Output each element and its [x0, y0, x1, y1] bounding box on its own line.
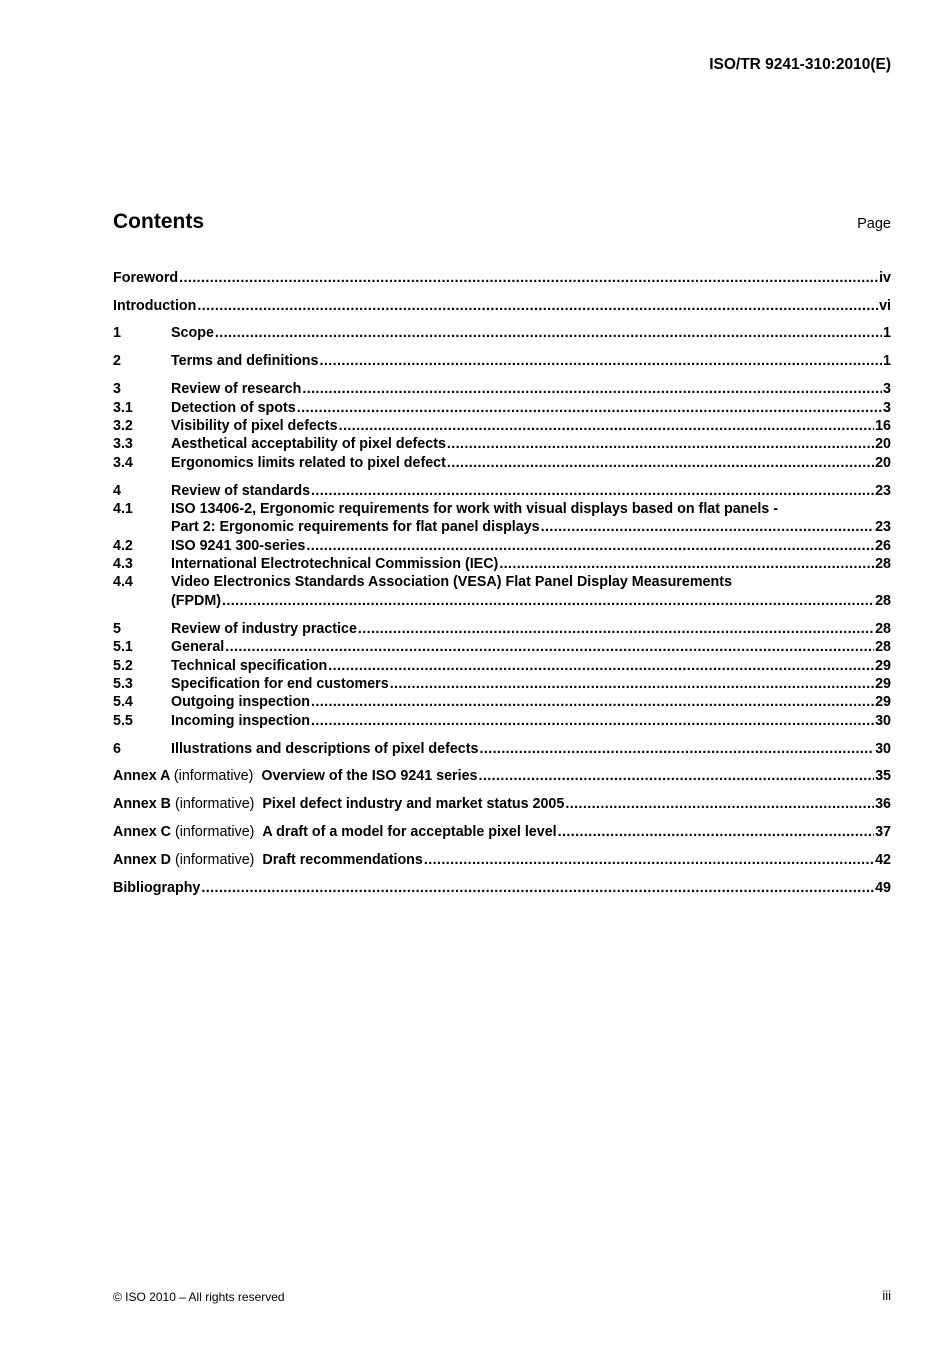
toc-entry-scope[interactable]	[113, 324, 891, 343]
toc-entry-title: Review of industry practice	[171, 621, 357, 637]
toc-entry-annex-c[interactable]	[113, 823, 891, 842]
dot-leader	[311, 712, 874, 731]
toc-entry-annex-b[interactable]	[113, 795, 891, 814]
toc-entry-number: 3	[113, 381, 121, 397]
dot-leader	[197, 297, 878, 316]
toc-entry-outgoing[interactable]	[113, 693, 891, 712]
toc-entry-number: 4.3	[113, 556, 133, 572]
dot-leader	[222, 592, 874, 611]
dot-leader	[358, 620, 874, 639]
toc-entry-page: 3	[883, 381, 891, 397]
dot-leader	[541, 518, 874, 537]
toc-entry-title: Review of research	[171, 381, 302, 397]
toc-entry-page: 36	[875, 796, 891, 812]
toc-entry-iso-13406[interactable]	[113, 500, 891, 519]
toc-entry-page: 3	[883, 400, 891, 416]
dot-leader	[297, 399, 882, 418]
toc-entry-page: 16	[875, 418, 891, 434]
toc-entry-title: Incoming inspection	[171, 713, 311, 729]
toc-entry-page: 1	[883, 325, 891, 341]
toc-entry-industry-practice[interactable]	[113, 620, 891, 639]
toc-entry-title-continuation: (FPDM)	[171, 593, 222, 609]
dot-leader	[320, 352, 883, 371]
toc-entry-foreword[interactable]	[113, 269, 891, 288]
toc-entry-number: 5.4	[113, 694, 133, 710]
toc-entry-end-customers[interactable]	[113, 675, 891, 694]
annex-label: Annex C (informative)	[113, 824, 255, 840]
toc-entry-page: 26	[875, 538, 891, 554]
toc-entry-title: ISO 9241 300-series	[171, 538, 306, 554]
toc-entry-iso-13406-cont[interactable]	[113, 518, 891, 537]
toc-entry-page: 29	[875, 658, 891, 674]
toc-entry-title: Aesthetical acceptability of pixel defects	[171, 436, 446, 452]
dot-leader	[479, 740, 874, 759]
toc-entry-title: International Electrotechnical Commission (IEC)	[171, 556, 499, 572]
toc-entry-review-standards[interactable]	[113, 482, 891, 501]
toc-entry-title: Specification for end customers	[171, 676, 389, 692]
dot-leader	[201, 879, 874, 898]
toc-entry-title: Terms and definitions	[171, 353, 319, 369]
toc-entry-number: 4.4	[113, 574, 133, 590]
toc-entry-title: Outgoing inspection	[171, 694, 310, 710]
toc-entry-title: Detection of spots	[171, 400, 296, 416]
toc-entry-annex-d[interactable]	[113, 851, 891, 870]
toc-entry-page: 29	[875, 694, 891, 710]
contents-heading: Contents	[113, 210, 204, 233]
toc-entry-page: 28	[875, 556, 891, 572]
toc-entry-iec[interactable]	[113, 555, 891, 574]
toc-entry-number: 5.5	[113, 713, 133, 729]
toc-entry-title: Video Electronics Standards Association (VESA) Flat Panel Display Measurements	[171, 574, 732, 590]
toc-entry-title: Review of standards	[171, 483, 311, 499]
toc-entry-number: 4.2	[113, 538, 133, 554]
toc-entry-title: General	[171, 639, 225, 655]
toc-entry-page: iv	[879, 270, 891, 286]
toc-entry-title: Pixel defect industry and market status 2005	[262, 796, 565, 812]
toc-entry-general[interactable]	[113, 638, 891, 657]
toc-entry-page: 30	[875, 741, 891, 757]
toc-entry-page: 28	[875, 621, 891, 637]
toc-entry-iso-9241-300[interactable]	[113, 537, 891, 556]
toc-entry-page: 30	[875, 713, 891, 729]
toc-entry-page: 23	[875, 519, 891, 535]
dot-leader	[390, 675, 874, 694]
dot-leader	[311, 482, 874, 501]
dot-leader	[179, 269, 878, 288]
toc-entry-title: Bibliography	[113, 880, 201, 896]
dot-leader	[311, 693, 874, 712]
toc-entry-ergonomics-limits[interactable]	[113, 454, 891, 473]
dot-leader	[302, 380, 882, 399]
toc-entry-number: 5.1	[113, 639, 133, 655]
toc-entry-title: ISO 13406-2, Ergonomic requirements for work with visual displays based on flat panels -	[171, 501, 778, 517]
table-of-contents	[113, 0, 891, 1345]
dot-leader	[499, 555, 874, 574]
annex-label: Annex B (informative)	[113, 796, 255, 812]
toc-entry-page: 42	[875, 852, 891, 868]
toc-entry-number: 4	[113, 483, 121, 499]
toc-entry-number: 5.3	[113, 676, 133, 692]
toc-entry-title: Introduction	[113, 298, 197, 314]
toc-entry-page: 20	[875, 455, 891, 471]
toc-entry-title: Scope	[171, 325, 214, 341]
annex-label: Annex D (informative)	[113, 852, 255, 868]
toc-entry-page: 49	[875, 880, 891, 896]
toc-entry-number: 6	[113, 741, 121, 757]
dot-leader	[328, 657, 874, 676]
toc-entry-number: 5.2	[113, 658, 133, 674]
page-column-label: Page	[857, 216, 891, 232]
toc-entry-page: vi	[879, 298, 891, 314]
toc-entry-title: Draft recommendations	[262, 852, 423, 868]
toc-entry-title: Technical specification	[171, 658, 328, 674]
toc-entry-number: 3.3	[113, 436, 133, 452]
toc-entry-page: 29	[875, 676, 891, 692]
toc-entry-technical-spec[interactable]	[113, 657, 891, 676]
toc-entry-page: 23	[875, 483, 891, 499]
dot-leader	[424, 851, 874, 870]
dot-leader	[447, 435, 874, 454]
toc-entry-incoming[interactable]	[113, 712, 891, 731]
toc-entry-page: 20	[875, 436, 891, 452]
toc-entry-number: 3.4	[113, 455, 133, 471]
toc-entry-number: 4.1	[113, 501, 133, 517]
dot-leader	[558, 823, 874, 842]
toc-entry-title-continuation: Part 2: Ergonomic requirements for flat panel displays	[171, 519, 540, 535]
toc-entry-title: Ergonomics limits related to pixel defect	[171, 455, 446, 471]
toc-entry-detection-spots[interactable]	[113, 399, 891, 418]
dot-leader	[306, 537, 874, 556]
toc-entry-introduction[interactable]	[113, 297, 891, 316]
dot-leader	[479, 767, 875, 786]
footer-page-number: iii	[882, 1288, 891, 1303]
dot-leader	[215, 324, 882, 343]
dot-leader	[565, 795, 874, 814]
toc-entry-number: 1	[113, 325, 121, 341]
document-id: ISO/TR 9241-310:2010(E)	[709, 56, 891, 73]
footer-copyright: © ISO 2010 – All rights reserved	[113, 1290, 285, 1304]
dot-leader	[225, 638, 874, 657]
toc-entry-review-research[interactable]	[113, 380, 891, 399]
dot-leader	[447, 454, 874, 473]
toc-entry-title: A draft of a model for acceptable pixel level	[262, 824, 557, 840]
toc-entry-page: 28	[875, 639, 891, 655]
toc-entry-vesa[interactable]	[113, 573, 891, 592]
toc-entry-title: Foreword	[113, 270, 179, 286]
toc-entry-illustrations[interactable]	[113, 740, 891, 759]
toc-entry-title: Illustrations and descriptions of pixel defects	[171, 741, 479, 757]
toc-entry-page: 28	[875, 593, 891, 609]
dot-leader	[339, 417, 875, 436]
toc-entry-number: 5	[113, 621, 121, 637]
toc-entry-aesthetical[interactable]	[113, 435, 891, 454]
toc-entry-number: 2	[113, 353, 121, 369]
toc-entry-title: Visibility of pixel defects	[171, 418, 338, 434]
toc-entry-annex-a[interactable]	[113, 767, 891, 786]
toc-entry-visibility[interactable]	[113, 417, 891, 436]
toc-entry-number: 3.1	[113, 400, 133, 416]
toc-entry-page: 37	[875, 824, 891, 840]
toc-entry-vesa-cont[interactable]	[113, 592, 891, 611]
toc-entry-page: 35	[875, 768, 891, 784]
annex-label: Annex A (informative)	[113, 768, 254, 784]
toc-entry-title: Overview of the ISO 9241 series	[261, 768, 478, 784]
toc-entry-number: 3.2	[113, 418, 133, 434]
toc-entry-terms[interactable]	[113, 352, 891, 371]
toc-entry-page: 1	[883, 353, 891, 369]
toc-entry-bibliography[interactable]	[113, 879, 891, 898]
